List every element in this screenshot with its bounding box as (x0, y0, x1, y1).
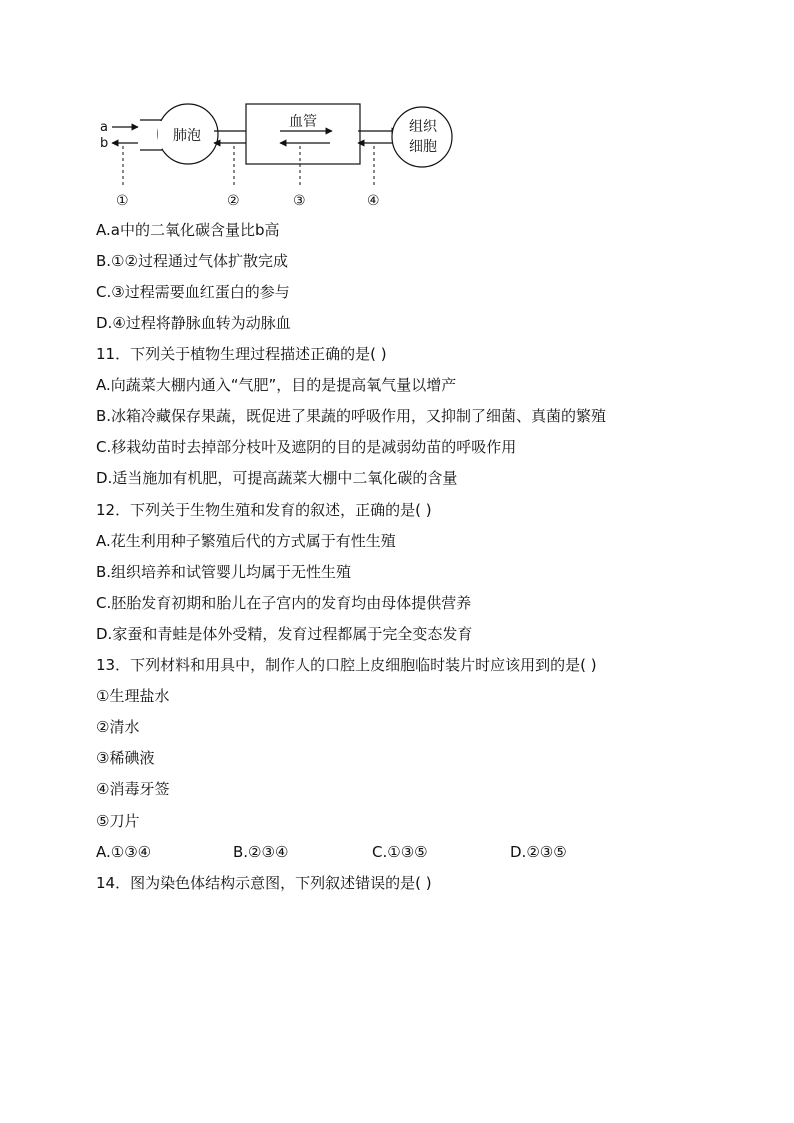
process-marker-1: ① (116, 193, 129, 209)
tissue-label-line2: 细胞 (409, 139, 437, 155)
q10-option-a: A.a中的二氧化碳含量比b高 (96, 221, 280, 239)
process-marker-4: ④ (367, 193, 380, 209)
tissue-cell-circle (392, 107, 452, 167)
q13-choice-a: A.①③④ (96, 843, 152, 861)
label-b: b (100, 136, 109, 151)
q13-item-5: ⑤刀片 (96, 812, 140, 830)
label-a: a (100, 120, 108, 135)
q11-stem: 11．下列关于植物生理过程描述正确的是( ) (96, 345, 387, 363)
respiration-diagram (0, 0, 794, 215)
q11-option-c: C.移栽幼苗时去掉部分枝叶及遮阴的目的是减弱幼苗的呼吸作用 (96, 438, 517, 456)
q12-stem: 12．下列关于生物生殖和发育的叙述，正确的是( ) (96, 501, 432, 519)
q10-option-d: D.④过程将静脉血转为动脉血 (96, 314, 291, 332)
q13-stem: 13．下列材料和用具中，制作人的口腔上皮细胞临时装片时应该用到的是( ) (96, 656, 597, 674)
q13-choice-d: D.②③⑤ (510, 843, 567, 861)
q13-choice-c: C.①③⑤ (372, 843, 428, 861)
q13-choice-b: B.②③④ (233, 843, 289, 861)
q13-item-4: ④消毒牙签 (96, 780, 170, 798)
q10-option-c: C.③过程需要血红蛋白的参与 (96, 283, 290, 301)
q12-option-b: B.组织培养和试管婴儿均属于无性生殖 (96, 563, 352, 581)
q12-option-a: A.花生利用种子繁殖后代的方式属于有性生殖 (96, 532, 396, 550)
vessel-box (246, 104, 360, 164)
q10-option-b: B.①②过程通过气体扩散完成 (96, 252, 288, 270)
q13-item-1: ①生理盐水 (96, 687, 170, 705)
process-marker-3: ③ (293, 193, 306, 209)
vessel-label: 血管 (289, 114, 317, 130)
q14-stem: 14．图为染色体结构示意图，下列叙述错误的是( ) (96, 874, 432, 892)
process-marker-2: ② (227, 193, 240, 209)
alveolus-label: 肺泡 (173, 128, 201, 144)
q13-item-2: ②清水 (96, 718, 140, 736)
q11-option-d: D.适当施加有机肥，可提高蔬菜大棚中二氧化碳的含量 (96, 469, 458, 487)
q13-item-3: ③稀碘液 (96, 749, 155, 767)
q11-option-b: B.冰箱冷藏保存果蔬，既促进了果蔬的呼吸作用，又抑制了细菌、真菌的繁殖 (96, 407, 607, 425)
q12-option-d: D.家蚕和青蛙是体外受精，发育过程都属于完全变态发育 (96, 625, 473, 643)
q12-option-c: C.胚胎发育初期和胎儿在子宫内的发育均由母体提供营养 (96, 594, 472, 612)
tissue-label-line1: 组织 (409, 119, 437, 135)
q11-option-a: A.向蔬菜大棚内通入“气肥”，目的是提高氧气量以增产 (96, 376, 457, 394)
